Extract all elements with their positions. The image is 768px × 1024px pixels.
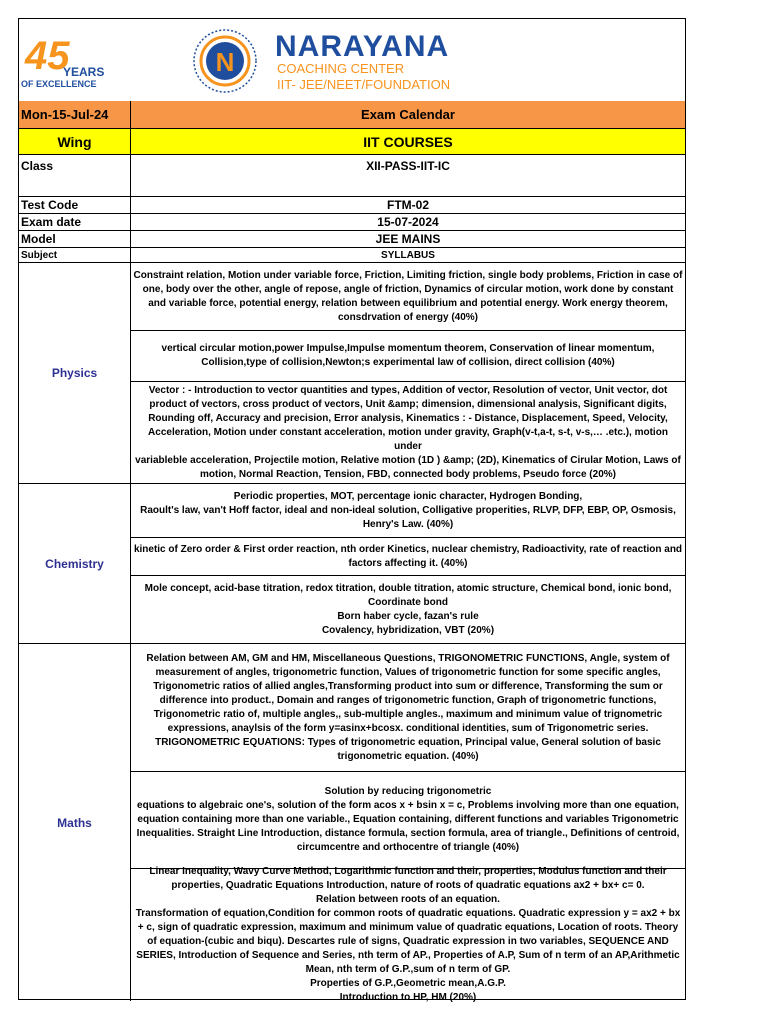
subject-label: Subject	[19, 248, 131, 262]
anniversary-number: 45	[25, 34, 70, 78]
maths-topic-3: Linear Inequality, Wavy Curve Method, Logarithmic function and their, properties, Modulus function and their properties, Quadratic Equations Introduction, nature of roots of quadratic equations ax2 + bx+ c= 0. Relation between roots of an equation. Transformation of equation,Condition for common roots of quadratic equations. Quadratic expression y = ax2 + bx + c, sign of quadratic expression, maximum and minimum value of quadratic equations, Location of roots. Theory of equation-(cubic and biqu). Descartes rule of signs, Quadratic expression in two variables, SEQUENCE AND SERIES, Introduction of Sequence and Series, nth term of AP., Properties of A.P, Sum of n term of an AP,Arithmetic Mean, nth term of G.P.,sum of n term of GP. Properties of G.P.,Geometric mean,A.G.P. Introduction to HP, HM (20%)	[135, 866, 681, 1003]
subject-value: SYLLABUS	[381, 249, 435, 261]
chemistry-topic-2: kinetic of Zero order & First order reaction, nth order Kinetics, nuclear chemistry, Radioactivity, rate of reaction and factors affecting it. (40%)	[131, 538, 685, 576]
svg-text:N: N	[215, 47, 235, 77]
test-code-label: Test Code	[19, 197, 131, 213]
exam-calendar-sheet	[18, 18, 686, 1003]
subject-physics: Physics	[19, 263, 131, 484]
test-code-row	[19, 197, 685, 214]
class-label: Class	[19, 155, 131, 196]
anniversary-years: YEARS	[63, 65, 105, 79]
exam-date-value: 15-07-2024	[377, 215, 439, 229]
brand-line1: COACHING CENTER	[277, 61, 405, 76]
subject-row	[19, 248, 685, 263]
model-label: Model	[19, 231, 131, 247]
chemistry-topic-3: Mole concept, acid-base titration, redox titration, double titration, atomic structure, Chemical bond, ionic bond, Coordinate bond Born haber cycle, fazan's rule Covalency, hybridization, VBT (20%)	[131, 576, 685, 644]
exam-date-label: Exam date	[19, 214, 131, 230]
narayana-brand	[273, 25, 543, 99]
physics-topic-1: Constraint relation, Motion under variable force, Friction, Limiting friction, single body problems, Friction in case of one, body over the other, angle of repose, angle of friction, Dynamics of circular motion, work done by constant and variable force, potential energy, relation between equilibrium and potential energy. Work energy theorem, consdrvation of energy (40%)	[131, 263, 685, 331]
test-code-value: FTM-02	[387, 198, 429, 212]
model-row	[19, 231, 685, 248]
exam-date-row	[19, 214, 685, 231]
date-cell: Mon-15-Jul-24	[19, 101, 131, 128]
model-value: JEE MAINS	[375, 232, 441, 246]
wing-value: IIT COURSES	[363, 133, 453, 150]
anniversary-logo	[19, 29, 119, 91]
calendar-row	[19, 101, 685, 129]
subject-maths: Maths	[19, 644, 131, 1001]
anniversary-excellence: OF EXCELLENCE	[21, 79, 97, 89]
maths-topic-2: Solution by reducing trigonometric equations to algebraic one's, solution of the form acos x + bsin x = c, Problems involving more than one equation, equation containing more than one variable., Equation containing, different functions and variables Trigonometric Inequalities. Straight Line Introduction, distance formula, section formula, area of triangle., Definitions of centroid, circumcentre and orthocentre of triangle (40%)	[131, 772, 685, 869]
class-value: XII-PASS-IIT-IC	[366, 159, 450, 173]
subject-chemistry: Chemistry	[19, 484, 131, 644]
header	[19, 19, 685, 102]
physics-topic-2: vertical circular motion,power Impulse,Impulse momentum theorem, Conservation of linear momentum, Collision,type of collision,Newton;s experimental law of collision, direct collision (40%)	[131, 331, 685, 382]
physics-topic-3: Vector : - Introduction to vector quantities and types, Addition of vector, Resolution of vector, Unit vector, dot product of vectors, cross product of vectors, Unit &amp; dimension, dimensional analysis, Significant digits, Rounding off, Accuracy and precision, Error analysis, Kinematics : - Distance, Displacement, Speed, Velocity, Acceleration, Motion under constant acceleration, motion under gravity, Graph(v-t,a-t, s-t, v-s,… .etc.), motion under variableble acceleration, Projectile motion, Relative motion (1D ) &amp; (2D), Kinematics of Cirular Motion, Laws of motion, Normal Reaction, Tension, FBD, connected body problems, Pseudo force (20%)	[131, 382, 685, 484]
narayana-seal-icon	[177, 25, 273, 97]
brand-line2: IIT- JEE/NEET/FOUNDATION	[277, 77, 451, 92]
brand-name: NARAYANA	[275, 30, 450, 63]
calendar-title: Exam Calendar	[361, 107, 455, 122]
class-row	[19, 155, 685, 197]
maths-topic-1: Relation between AM, GM and HM, Miscellaneous Questions, TRIGONOMETRIC FUNCTIONS, Angle, system of measurement of angles, trigonometric function, Values of trigonometric function for some specific angles, Trigonometric ratios of allied angles,Transforming product into sum or difference, Transforming the sum or difference into product., Domain and ranges of trigonometric function, Graph of trigonometric functions, Trigonometric ratio of, multiple angles,, sub-multiple angles., maximum and minimum value of trignometric expressions, anaylsis of the form y=asinx+bcosx. conditional identities, sum of Trigonometric series. TRIGONOMETRIC EQUATIONS: Types of trigonometric equation, Principal value, General solution of basic trigonometric equation. (40%)	[131, 644, 685, 772]
chemistry-topic-1: Periodic properties, MOT, percentage ionic character, Hydrogen Bonding, Raoult's law, van't Hoff factor, ideal and non-ideal solution, Colligative properities, RLVP, DFP, EBP, OP, Osmosis, Henry's Law. (40%)	[131, 484, 685, 538]
wing-row	[19, 129, 685, 155]
wing-label: Wing	[19, 129, 131, 154]
